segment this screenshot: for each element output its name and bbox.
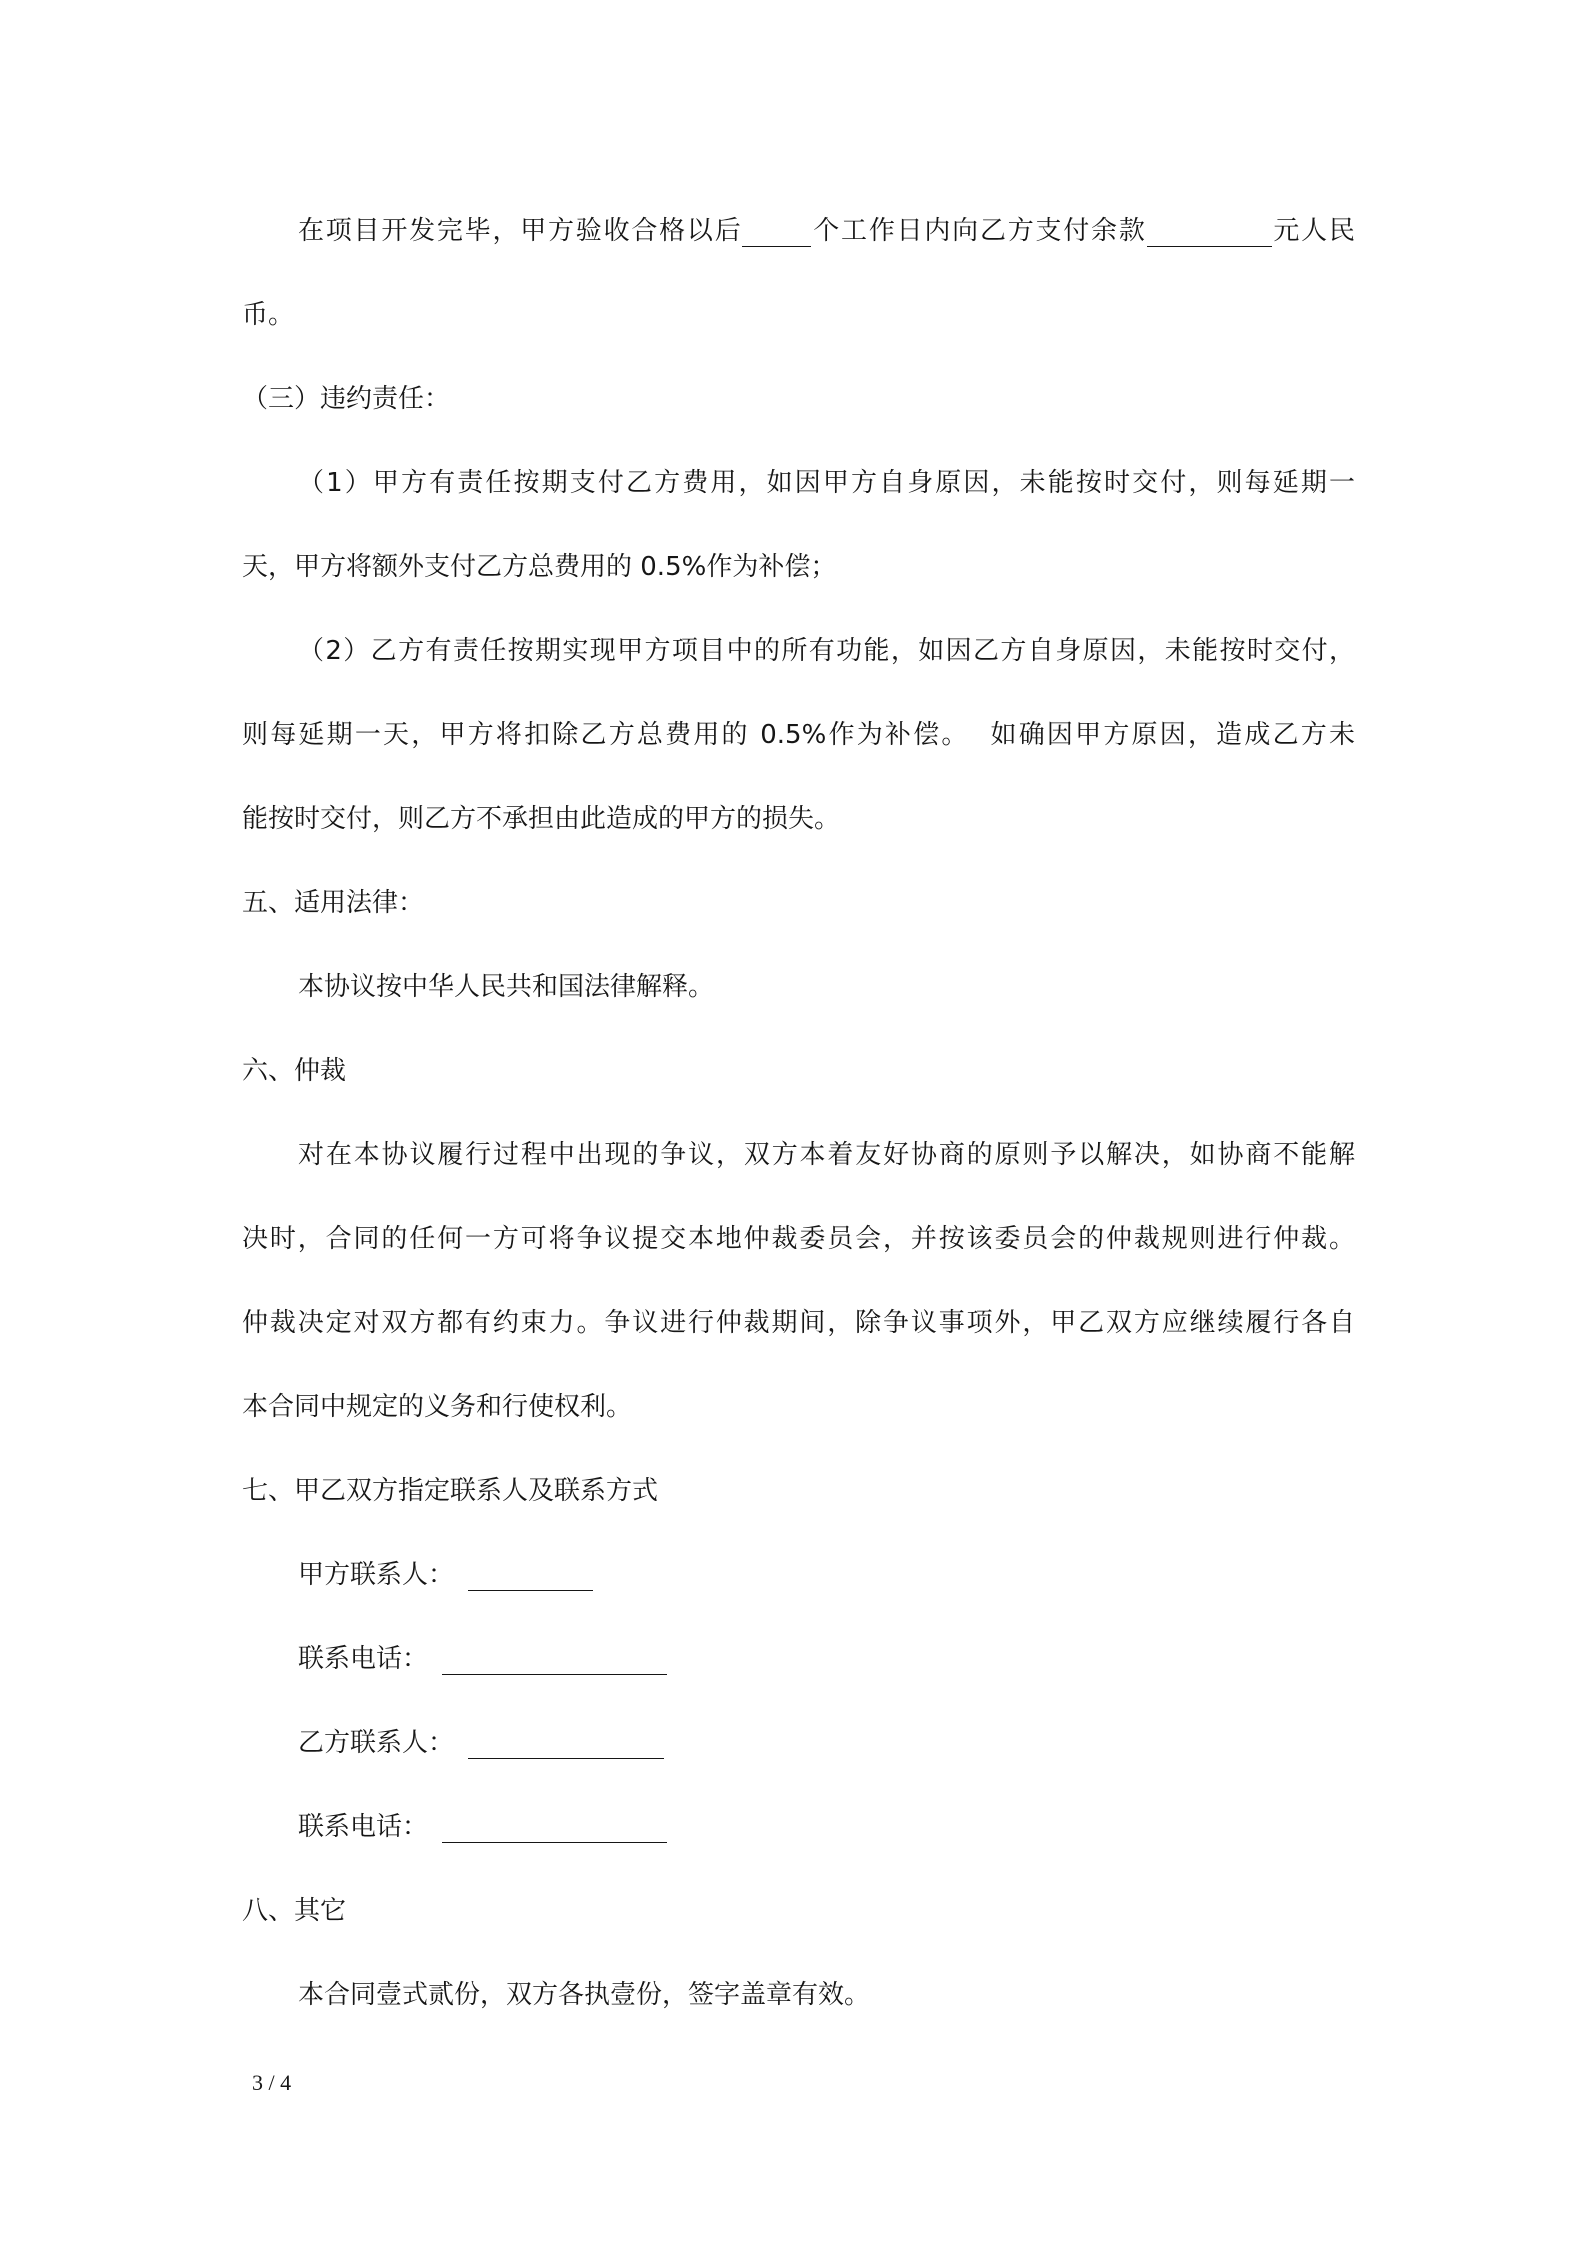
breach-clause-2-line-2: 则每延期一天，甲方将扣除乙方总费用的 0.5%作为补偿。 如确因甲方原因，造成乙方未 (242, 720, 1355, 750)
payment-text-part-2: 个工作日内向乙方支付余款 (811, 216, 1147, 246)
balance-amount-blank (1147, 246, 1272, 247)
arbitration-line-1: 对在本协议履行过程中出现的争议，双方本着友好协商的原则予以解决，如协商不能解 (298, 1140, 1355, 1170)
party-b-contact-blank (468, 1758, 664, 1759)
breach-clause-1-line-2: 天，甲方将额外支付乙方总费用的 0.5%作为补偿； (242, 552, 837, 582)
party-a-contact-label: 甲方联系人： (298, 1560, 455, 1590)
party-b-contact-label: 乙方联系人： (298, 1728, 455, 1758)
other-text: 本合同壹式贰份，双方各执壹份，签字盖章有效。 (298, 1980, 871, 2010)
page-number: 3 / 4 (252, 2070, 292, 2095)
arbitration-line-4: 本合同中规定的义务和行使权利。 (242, 1392, 633, 1422)
breach-clause-1-line-1: （1）甲方有责任按期支付乙方费用，如因甲方自身原因，未能按时交付，则每延期一 (298, 468, 1355, 498)
party-a-phone-label: 联系电话： (298, 1644, 429, 1674)
party-b-contact-row (242, 1701, 1355, 1785)
party-b-phone-label: 联系电话： (298, 1812, 429, 1842)
document-page (242, 189, 1355, 2037)
arbitration-line-2: 决时，合同的任何一方可将争议提交本地仲裁委员会，并按该委员会的仲裁规则进行仲裁。 (242, 1224, 1355, 1254)
party-a-contact-row (242, 1533, 1355, 1617)
breach-heading: （三）违约责任： (242, 384, 451, 414)
party-a-phone-blank (442, 1674, 667, 1675)
payment-text-part-3: 元人民 (1271, 216, 1355, 246)
breach-clause-2-line-3: 能按时交付，则乙方不承担由此造成的甲方的损失。 (242, 804, 841, 834)
breach-clause-2-line-1: （2）乙方有责任按期实现甲方项目中的所有功能，如因乙方自身原因，未能按时交付， (298, 636, 1355, 666)
party-b-phone-blank (442, 1842, 667, 1843)
other-heading: 八、其它 (242, 1896, 347, 1926)
arbitration-line-3: 仲裁决定对双方都有约束力。争议进行仲裁期间，除争议事项外，甲乙双方应继续履行各自 (242, 1308, 1355, 1338)
party-a-contact-blank (468, 1590, 593, 1591)
party-a-phone-row (242, 1617, 1355, 1701)
party-b-phone-row (242, 1785, 1355, 1869)
working-days-blank (742, 246, 811, 247)
law-text: 本协议按中华人民共和国法律解释。 (298, 972, 715, 1002)
payment-text-part-1: 在项目开发完毕，甲方验收合格以后 (298, 216, 743, 246)
contacts-heading: 七、甲乙双方指定联系人及联系方式 (242, 1476, 659, 1506)
payment-line-1 (242, 189, 1355, 273)
law-heading: 五、适用法律： (242, 888, 425, 918)
payment-line-2: 币。 (242, 300, 295, 330)
arbitration-heading: 六、仲裁 (242, 1056, 347, 1086)
